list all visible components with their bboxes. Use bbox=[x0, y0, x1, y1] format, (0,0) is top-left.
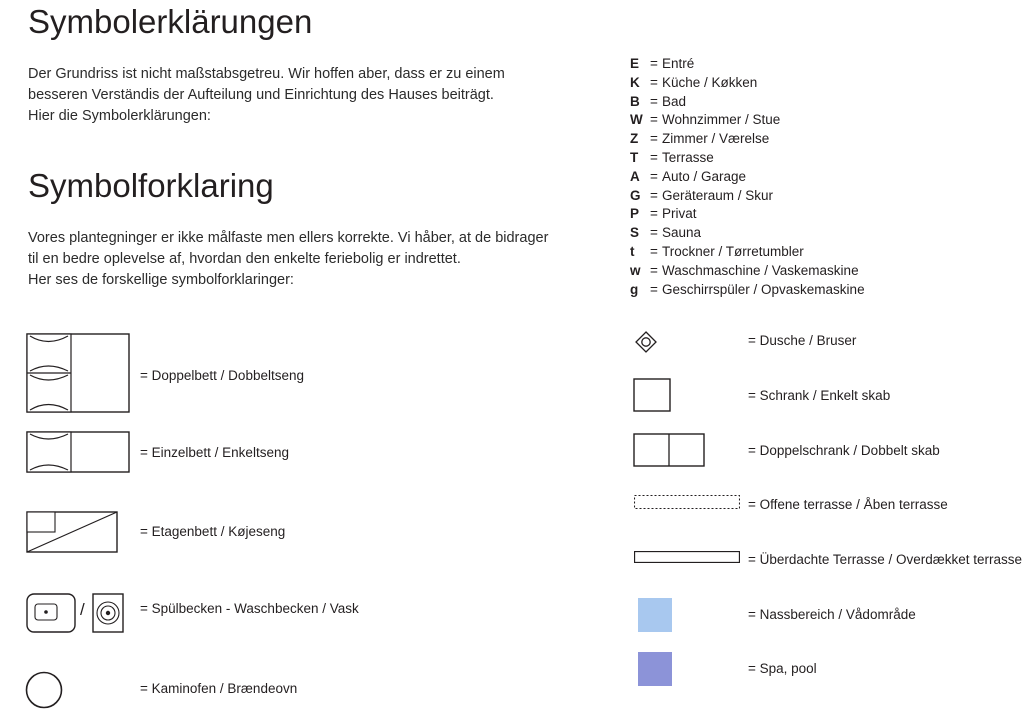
abbreviation-equals: = bbox=[650, 168, 658, 184]
sink-basin-label: = Spülbecken - Waschbecken / Vask bbox=[140, 601, 359, 616]
intro-danish-line-1: Vores plantegninger er ikke målfaste men ellers korrekte. Vi håber, at de bidrager bbox=[28, 230, 549, 246]
intro-paragraph-german bbox=[28, 64, 568, 127]
abbreviation-key: E bbox=[630, 56, 640, 71]
abbreviation-row bbox=[630, 56, 865, 75]
bunk-bed-label: = Etagenbett / Køjeseng bbox=[140, 524, 286, 539]
double-wardrobe-icon bbox=[633, 433, 705, 472]
washbasin-icon bbox=[92, 593, 124, 638]
abbreviation-value: Bad bbox=[662, 93, 687, 109]
abbreviation-value: Terrasse bbox=[662, 149, 714, 165]
abbreviation-value: Wohnzimmer / Stue bbox=[662, 112, 781, 128]
abbreviation-key: A bbox=[630, 168, 640, 184]
abbreviation-row bbox=[630, 188, 865, 207]
abbreviation-value: Sauna bbox=[662, 225, 702, 241]
single-bed-label: = Einzelbett / Enkeltseng bbox=[140, 445, 289, 460]
double-bed-icon bbox=[26, 333, 130, 418]
abbreviation-row bbox=[630, 282, 865, 301]
abbreviation-row bbox=[630, 225, 865, 244]
double-bed-label: = Doppelbett / Dobbeltseng bbox=[140, 368, 304, 383]
abbreviation-key: t bbox=[630, 243, 635, 259]
abbreviation-list bbox=[630, 56, 865, 300]
abbreviation-key: W bbox=[630, 112, 643, 128]
single-wardrobe-label: = Schrank / Enkelt skab bbox=[748, 388, 891, 403]
abbreviation-row bbox=[630, 206, 865, 225]
abbreviation-value: Geräteraum / Skur bbox=[662, 187, 774, 203]
page-title-german: Symbolerklärungen bbox=[28, 3, 313, 40]
abbreviation-equals: = bbox=[650, 187, 658, 203]
abbreviation-key: g bbox=[630, 281, 639, 297]
intro-german-line-1: Der Grundriss ist nicht maßstabsgetreu. Wir hoffen aber, dass er zu einem bbox=[28, 66, 505, 82]
abbreviation-equals: = bbox=[650, 112, 658, 128]
abbreviation-value: Privat bbox=[662, 206, 697, 222]
abbreviation-value: Zimmer / Værelse bbox=[662, 131, 770, 147]
abbreviation-equals: = bbox=[650, 56, 658, 71]
sink-basin-icon bbox=[26, 593, 76, 638]
spa-pool-label: = Spa, pool bbox=[748, 661, 817, 676]
intro-german-line-2: besseren Verständis der Aufteilung und Einrichtung des Hauses beiträgt. bbox=[28, 87, 494, 103]
abbreviation-row bbox=[630, 150, 865, 169]
abbreviation-key: K bbox=[630, 74, 640, 90]
open-terrace-label: = Offene terrasse / Åben terrasse bbox=[748, 497, 948, 512]
fireplace-stove-label: = Kaminofen / Brændeovn bbox=[140, 681, 298, 696]
abbreviation-key: P bbox=[630, 206, 640, 222]
abbreviation-row bbox=[630, 94, 865, 113]
abbreviation-key: G bbox=[630, 187, 641, 203]
abbreviation-row bbox=[630, 131, 865, 150]
covered-terrace-label: = Überdachte Terrasse / Overdækket terrasse bbox=[748, 552, 1022, 567]
abbreviation-equals: = bbox=[650, 149, 658, 165]
abbreviation-value: Trockner / Tørretumbler bbox=[662, 243, 804, 259]
single-bed-icon bbox=[26, 431, 130, 478]
abbreviation-key: B bbox=[630, 93, 640, 109]
intro-danish-line-3: Her ses de forskellige symbolforklaringer: bbox=[28, 272, 294, 288]
abbreviation-equals: = bbox=[650, 243, 658, 259]
abbreviation-value: Waschmaschine / Vaskemaskine bbox=[662, 262, 859, 278]
page-title-danish: Symbolforklaring bbox=[28, 167, 274, 204]
shower-label: = Dusche / Bruser bbox=[748, 333, 857, 348]
abbreviation-key: S bbox=[630, 225, 640, 241]
covered-terrace-icon bbox=[634, 550, 740, 568]
fireplace-stove-icon bbox=[25, 671, 63, 714]
abbreviation-value: Geschirrspüler / Opvaskemaskine bbox=[662, 281, 865, 297]
abbreviation-equals: = bbox=[650, 281, 658, 297]
abbreviation-value: Auto / Garage bbox=[662, 168, 747, 184]
wet-room-swatch-icon bbox=[638, 598, 672, 632]
abbreviation-row bbox=[630, 112, 865, 131]
abbreviation-row bbox=[630, 263, 865, 282]
bunk-bed-icon bbox=[26, 511, 118, 558]
abbreviation-equals: = bbox=[650, 131, 658, 147]
sink-separator: / bbox=[80, 600, 85, 619]
abbreviation-key: T bbox=[630, 149, 639, 165]
single-wardrobe-icon bbox=[633, 378, 671, 417]
double-wardrobe-label: = Doppelschrank / Dobbelt skab bbox=[748, 443, 940, 458]
open-terrace-icon bbox=[634, 495, 740, 514]
wet-room-label: = Nassbereich / Vådområde bbox=[748, 607, 916, 622]
abbreviation-equals: = bbox=[650, 262, 658, 278]
intro-german-line-3: Hier die Symbolerklärungen: bbox=[28, 108, 211, 124]
abbreviation-equals: = bbox=[650, 206, 658, 222]
intro-danish-line-2: til en bedre oplevelse af, hvordan den enkelte feriebolig er indrettet. bbox=[28, 251, 461, 267]
abbreviation-equals: = bbox=[650, 93, 658, 109]
abbreviation-row bbox=[630, 244, 865, 263]
abbreviation-value: Küche / Køkken bbox=[662, 74, 758, 90]
abbreviation-row bbox=[630, 75, 865, 94]
abbreviation-value: Entré bbox=[662, 56, 695, 71]
abbreviation-equals: = bbox=[650, 74, 658, 90]
shower-icon bbox=[634, 330, 658, 359]
abbreviation-key: w bbox=[630, 262, 641, 278]
intro-paragraph-danish bbox=[28, 228, 568, 291]
abbreviation-key: Z bbox=[630, 131, 639, 147]
spa-pool-swatch-icon bbox=[638, 652, 672, 686]
abbreviation-equals: = bbox=[650, 225, 658, 241]
abbreviation-row bbox=[630, 169, 865, 188]
